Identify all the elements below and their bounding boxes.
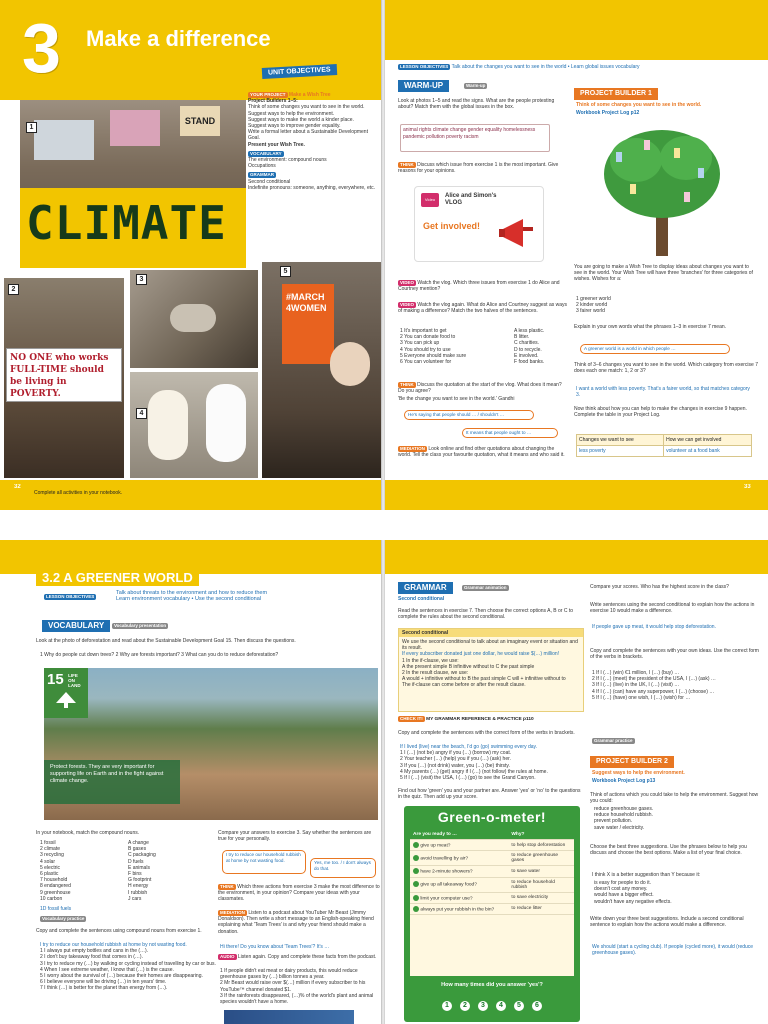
quiz-header: Why? bbox=[508, 830, 574, 840]
exercise-9: Think of 3–6 changes you want to see in the world. Which category from exercise 7 does each one match: 1, 2 or 3? bbox=[574, 362, 758, 375]
your-project-badge: YOUR PROJECT bbox=[250, 92, 286, 97]
sentence-half: C charities. bbox=[514, 340, 540, 347]
quiz-score-row bbox=[404, 994, 580, 1013]
compound-word: C packaging bbox=[128, 852, 156, 859]
quiz-question: give up meat? bbox=[420, 843, 451, 849]
exercise-8: Explain in your own words what the phrases 1–3 in exercise 7 mean. bbox=[574, 324, 727, 330]
table-header: How we can get involved bbox=[664, 435, 752, 446]
photo-number-1: 1 bbox=[26, 122, 37, 133]
quiz-row[interactable] bbox=[410, 877, 574, 892]
project-builder-2-label: PROJECT BUILDER 2 bbox=[590, 756, 674, 768]
solar-panels-image bbox=[224, 1010, 354, 1024]
protest-sign bbox=[110, 110, 160, 146]
page-gap bbox=[0, 510, 768, 540]
exercise-2 bbox=[398, 162, 568, 176]
compound-word: H energy bbox=[128, 883, 149, 890]
exercise-2-text: Discuss which issue from exercise 1 is the most important. Give reasons for your opinions. bbox=[398, 162, 559, 175]
exercise-10: Find out how 'green' you and your partner are. Answer 'yes' or 'no' to the questions in the quiz. Then add up your score. bbox=[398, 788, 581, 801]
unit-number: 3 bbox=[22, 9, 61, 87]
quiz-question: avoid travelling by air? bbox=[420, 856, 469, 862]
section-title: A GREENER WORLD bbox=[63, 570, 193, 585]
sentence-half: 3 You can pick up bbox=[400, 340, 440, 347]
quiz-question: limit your computer use? bbox=[420, 895, 473, 901]
quiz-question: give up all takeaway food? bbox=[420, 882, 477, 888]
photo-climate-protest bbox=[20, 100, 246, 268]
objective-item: Write a formal letter about a Sustainable Development Goal. bbox=[248, 129, 368, 142]
exercise-3-items bbox=[40, 942, 216, 1024]
tree-icon bbox=[52, 691, 80, 709]
exercise-14: Think of actions which you could take to help the environment. Suggest how you could: bbox=[590, 792, 759, 805]
sentence-item: 3 If you (…) (not drink) water, you (…) (be) thirsty. bbox=[400, 762, 510, 769]
exercise-6-example: Hi there! Do you know about 'Team Trees'? It's … bbox=[220, 944, 330, 950]
video-icon: Video bbox=[421, 193, 439, 207]
vlog-subtitle: Get involved! bbox=[423, 221, 481, 231]
rule-item: The if-clause can come before or after the result clause. bbox=[402, 682, 526, 689]
exercise-6 bbox=[398, 446, 568, 472]
exercise-3 bbox=[398, 280, 568, 294]
quiz-header: Are you ready to … bbox=[410, 830, 508, 840]
warmup-label: WARM-UP bbox=[398, 80, 449, 92]
rule-title: Second conditional bbox=[399, 629, 583, 637]
quiz-title: Green-o-meter! bbox=[437, 809, 547, 825]
protest-sign bbox=[34, 120, 94, 160]
vocab-item: The environment: compound nouns bbox=[248, 157, 327, 164]
score-option[interactable]: 2 bbox=[458, 999, 472, 1013]
sentence-item: 5 If I (…) (visit) the USA, I (…) (go) to see the Grand Canyon. bbox=[400, 775, 536, 782]
climate-word: CLIMATE bbox=[26, 196, 227, 250]
compound-word: E animals bbox=[128, 864, 150, 871]
vlog-title: Alice and Simon's VLOG bbox=[445, 193, 497, 206]
project-name: Make a Wish Tree bbox=[288, 92, 331, 98]
exercise-7: You are going to make a Wish Tree to display ideas about changes you want to see in the world. Your Wish Tree will have three 'branches' for three categories of wishes. Wishes for a: bbox=[574, 264, 753, 283]
leaf-icon bbox=[413, 855, 419, 861]
compound-word: F bins bbox=[128, 871, 142, 878]
grammar-practice-badge[interactable]: Grammar practice bbox=[594, 738, 633, 743]
book-fold bbox=[381, 540, 385, 1024]
sentence-half: D to recycle. bbox=[514, 346, 542, 353]
exercise-6-text: Look online and find other quotations about changing the world. Tell the class your favourite quotation, what it means and who said it. bbox=[398, 446, 565, 459]
fact-item: 1 If people didn't eat meat or dairy products, this would reduce greenhouse gases by (…) billion tonnes a year. bbox=[220, 968, 358, 981]
exercise-16: Write down your three best suggestions. Include a second conditional sentence to explain how the actions would make a difference. bbox=[590, 916, 744, 929]
photo-poverty-protest bbox=[4, 278, 124, 478]
quiz-row[interactable] bbox=[410, 851, 574, 866]
footer-bar bbox=[384, 480, 768, 510]
quiz-row[interactable] bbox=[410, 892, 574, 903]
exercise-13: Copy and complete the sentences with your own ideas. Use the correct form of the verbs in brackets. bbox=[590, 648, 759, 661]
sentence-half: 6 You can volunteer for bbox=[400, 359, 452, 366]
speech-bubble: He's saying that people should … / shouldn't … bbox=[404, 410, 534, 420]
exercise-4: Compare your answers to exercise 3. Say whether the sentences are true for your personally. bbox=[218, 830, 372, 843]
megaphone-icon bbox=[499, 217, 539, 251]
photo-gender-equality bbox=[262, 262, 382, 478]
score-option[interactable]: 6 bbox=[530, 999, 544, 1013]
warmup-badge: Warm-up bbox=[466, 83, 486, 88]
vocabulary-label: VOCABULARY bbox=[250, 150, 282, 156]
exercise-7-text: Listen again. Copy and complete these facts from the podcast. bbox=[237, 954, 377, 960]
compound-word: 1 fossil bbox=[40, 840, 56, 846]
protester bbox=[330, 342, 370, 386]
photo-racism-protest bbox=[130, 270, 258, 368]
project-builder-2-text: Suggest ways to help the environment. bbox=[592, 770, 685, 776]
spread-unit-3-opener bbox=[0, 0, 768, 510]
compound-word: 3 recycling bbox=[40, 852, 64, 859]
grammar-item: Second conditional bbox=[248, 178, 291, 185]
leaf-icon bbox=[413, 842, 419, 848]
exercise-5-text: Discuss the quotation at the start of the vlog. What does it mean? Do you agree? bbox=[398, 382, 562, 395]
exercise-8: Read the sentences in exercise 7. Then choose the correct options A, B or C to complete the rules about the second conditional. bbox=[398, 608, 574, 621]
sign-stand: STAND bbox=[180, 106, 220, 136]
photo-number-4: 4 bbox=[136, 408, 147, 419]
quiz-reason: to reduce household rubbish bbox=[508, 877, 574, 892]
video-badge: VIDEO bbox=[400, 280, 415, 285]
top-band bbox=[384, 540, 768, 574]
objective-item: Think of some changes you want to see in the world. bbox=[248, 104, 365, 111]
exercise-6 bbox=[218, 910, 380, 944]
table-cell: volunteer at a food bank bbox=[664, 446, 752, 457]
exercise-3: Copy and complete the sentences using compound nouns from exercise 1. bbox=[36, 928, 202, 934]
speech-bubble: It means that people ought to … bbox=[462, 428, 558, 438]
sdg-label: LIFE ON LAND bbox=[68, 673, 81, 688]
leaf-icon bbox=[413, 906, 419, 912]
sentence-item: 6 I believe everyone will be driving (…) in ten years' time. bbox=[40, 979, 167, 986]
exercise-9-example: I want a world with less poverty. That's a fairer world, so that matches category 3. bbox=[576, 386, 750, 399]
compound-word: 4 solar bbox=[40, 858, 56, 865]
fact-item: 2 Mr Beast would raise over $(…) million if every subscriber to his YouTube™ channel donated $1. bbox=[220, 980, 366, 993]
book-fold bbox=[381, 0, 385, 510]
photo-number-5: 5 bbox=[280, 266, 291, 277]
objective-item: Talk about threats to the environment and how to reduce them bbox=[116, 590, 268, 596]
green-o-meter-quiz bbox=[404, 806, 580, 1022]
sentence-item: 5 I worry about the survival of (…) because their homes are disappearing. bbox=[40, 973, 203, 980]
project-builder-1-text: Think of some changes you want to see in the world. bbox=[576, 102, 702, 108]
sentence-half: F food banks. bbox=[514, 359, 545, 366]
quiz-reason: to save electricity bbox=[508, 892, 574, 903]
exercise-15: Choose the best three suggestions. Use the phrases below to help you discuss and choose the best options. Make a list of your final choice. bbox=[590, 844, 747, 857]
grammar-reference-link: MY GRAMMAR REFERENCE & PRACTICE p110 bbox=[426, 717, 534, 722]
quiz-table bbox=[410, 830, 574, 915]
quiz-row[interactable] bbox=[410, 903, 574, 914]
lesson-objectives-text: Talk about the changes you want to see in the world • Learn global issues vocabulary bbox=[451, 64, 640, 70]
wish-category: 3 fairer world bbox=[576, 308, 605, 315]
sign-poverty: NO ONE who works FULL-TIME should be living in POVERTY. bbox=[6, 348, 122, 402]
vlog-card[interactable] bbox=[414, 186, 544, 262]
page-number: 32 bbox=[14, 484, 21, 490]
exercise-1: Look at photos 1–5 and read the signs. What are the people protesting about? Match them with the global issues in the box. bbox=[398, 98, 555, 111]
exercise-13-items bbox=[592, 670, 760, 728]
issues-word-box: animal rights climate change gender equality homelessness pandemic pollution poverty racism bbox=[400, 124, 550, 152]
leaf-icon bbox=[413, 868, 419, 874]
page-33 bbox=[384, 0, 768, 510]
sentence-item: 1 I (…) (not be) angry if you (…) (borrow) my coat. bbox=[400, 750, 512, 757]
exercise-5-text: Which three actions from exercise 3 make the most difference to the environment, in your opinion? Compare your ideas with your classmates. bbox=[218, 884, 380, 903]
section-number: 3.2 bbox=[42, 570, 61, 585]
unit-title: Make a difference bbox=[86, 26, 271, 51]
exercise-11: Compare your scores. Who has the highest score in the class? bbox=[590, 584, 729, 590]
exercise-7 bbox=[218, 954, 380, 966]
compound-word: 6 plastic bbox=[40, 871, 59, 878]
deforestation-photo bbox=[44, 668, 378, 820]
table-header: Changes we want to see bbox=[577, 435, 664, 446]
grammar-subtitle: Second conditional bbox=[398, 596, 445, 602]
quiz-row[interactable] bbox=[410, 866, 574, 877]
unit-objectives-panel bbox=[248, 92, 378, 272]
check-it-badge: CHECK IT! bbox=[400, 716, 423, 721]
lesson-objectives-label: LESSON OBJECTIVES bbox=[400, 64, 449, 69]
grammar-reference-row[interactable] bbox=[398, 716, 584, 724]
sentence-half: 5 Everyone should make sure bbox=[400, 352, 467, 359]
score-option[interactable]: 4 bbox=[494, 999, 508, 1013]
rule-options: A would + infinitive without to B the past simple C will + infinitive without to bbox=[402, 676, 566, 683]
exercise-4-left bbox=[400, 328, 510, 368]
grammar-rule-box bbox=[398, 628, 584, 712]
present-text: Present your Wish Tree. bbox=[248, 141, 305, 148]
bullet-item: reduce household rubbish. bbox=[594, 812, 653, 819]
bullet-item: save water / electricity. bbox=[594, 824, 645, 831]
compound-word: G footprint bbox=[128, 877, 152, 884]
lesson-objectives-label: LESSON OBJECTIVES bbox=[46, 594, 95, 599]
sentence-half: 1 It's important to get bbox=[400, 328, 447, 334]
sentence-item: 3 If I (…) (live) in the UK, I (…) (visit) … bbox=[592, 682, 680, 689]
exercise-4-right bbox=[514, 328, 574, 368]
score-option[interactable]: 5 bbox=[512, 999, 526, 1013]
top-band bbox=[0, 540, 382, 574]
example-sentence: I try to reduce our household rubbish at home by not wasting food. bbox=[40, 942, 187, 948]
compound-word: 2 climate bbox=[40, 846, 61, 853]
sdg-15-badge bbox=[44, 668, 88, 718]
workbook-link[interactable]: Workbook Project Log p12 bbox=[576, 110, 640, 116]
quiz-table-wrap bbox=[410, 830, 574, 976]
vocab-presentation-badge[interactable]: Vocabulary presentation bbox=[114, 623, 167, 628]
unit-objectives-label: UNIT OBJECTIVES bbox=[262, 64, 337, 79]
mediation-badge: MEDIATION bbox=[220, 910, 245, 915]
sentence-item: 2 Your teacher (…) (help) you if you (…) (ask) her. bbox=[400, 756, 511, 763]
lesson-title bbox=[36, 570, 199, 586]
exercise-12-example: If people gave up meat, it would help stop deforestation. bbox=[592, 624, 716, 630]
photo-animal-rights bbox=[130, 372, 258, 478]
exercise-7-items bbox=[220, 968, 380, 1010]
vocab-practice-badge[interactable]: Vocabulary practice bbox=[42, 916, 85, 921]
vocabulary-label: VOCABULARY bbox=[42, 620, 110, 632]
objective-item: Suggest ways to help the environment. bbox=[248, 110, 335, 117]
sentence-item: 1 I always put empty bottles and cans in the (…). bbox=[40, 948, 149, 955]
exercise-6-text: Listen to a podcast about YouTuber Mr Beast (Jimmy Donaldson). Then write a short message to an English-speaking friend explaining what 'Team Trees' is and why your friend should make a donation. bbox=[218, 910, 374, 935]
exercise-10: Now think about how you can help to make the changes in exercise 9 happen. Complete the table in your Project Log. bbox=[574, 406, 747, 419]
sentence-item: 2 If I (…) (meet) the president of the USA, I (…) (ask) … bbox=[592, 676, 716, 683]
exercise-15-items bbox=[594, 880, 760, 906]
bullet-item: is easy for people to do it. bbox=[594, 880, 651, 886]
compound-word: D fuels bbox=[128, 858, 144, 865]
compound-word: 5 electric bbox=[40, 864, 61, 871]
rule-body bbox=[399, 637, 585, 691]
grammar-label: GRAMMAR bbox=[250, 172, 274, 178]
bullet-item: prevent pollution. bbox=[594, 818, 633, 825]
exercise-2: In your notebook, match the compound nouns. bbox=[36, 830, 140, 836]
changes-table bbox=[576, 434, 752, 457]
lesson-objectives-row bbox=[398, 62, 768, 72]
speech-bubble: I try to reduce our household rubbish at home by not wasting food. bbox=[222, 850, 306, 874]
exercise-4-text: Watch the vlog again. What do Alice and Courtney suggest as ways of making a difference? Match the two halves of the sentences. bbox=[398, 302, 568, 315]
exercise-4 bbox=[398, 302, 568, 322]
grammar-label: GRAMMAR bbox=[398, 582, 453, 594]
top-band bbox=[384, 0, 768, 60]
exercise-15-intro: I think X is a better suggestion than Y because it: bbox=[592, 872, 701, 878]
sentence-item: 3 I try to reduce my (…) by walking or cycling instead of travelling by car or bus. bbox=[40, 960, 216, 967]
exercise-9-items bbox=[400, 744, 584, 784]
quiz-reason: to reduce greenhouse gases bbox=[508, 851, 574, 866]
sentence-item: 4 If I (…) (can) have any superpower, I (…) (choose) … bbox=[592, 688, 715, 695]
objective-item: Suggest ways to make the world a kinder place. bbox=[248, 116, 354, 123]
sentence-half: E involved. bbox=[514, 352, 539, 359]
sentence-item: 5 If I (…) (have) one wish, I (…) (wish) for … bbox=[592, 694, 691, 701]
fact-item: 3 If the rainforests disappeared, (…)% of the world's plant and animal species wouldn't have a home. bbox=[220, 992, 374, 1006]
exercise-2-answer: 1D fossil fuels bbox=[40, 906, 72, 912]
footer-note: Complete all activities in your notebook. bbox=[34, 490, 123, 496]
costume-fox bbox=[148, 390, 188, 460]
megaphone bbox=[170, 304, 216, 332]
photo-caption: Protect forests. They are very important for supporting life on Earth and in the fight against climate change. bbox=[44, 760, 180, 804]
score-option[interactable]: 3 bbox=[476, 999, 490, 1013]
objective-item: Suggest ways to improve gender equality. bbox=[248, 123, 341, 130]
exercise-2-right bbox=[128, 840, 208, 904]
quiz-question: always put your rubbish in the bin? bbox=[420, 907, 495, 913]
costume-rabbit bbox=[206, 384, 246, 462]
rule-item: 2 In the result clause, we use: bbox=[402, 670, 469, 677]
leaf-icon bbox=[413, 895, 419, 901]
exercise-9: Copy and complete the sentences with the correct form of the verbs in brackets. bbox=[398, 730, 575, 736]
page-lesson-3-2-left bbox=[0, 540, 382, 1024]
think-badge: THINK bbox=[400, 162, 414, 167]
compound-word: 10 carbon bbox=[40, 895, 63, 902]
objective-item: Learn environment vocabulary • Use the second conditional bbox=[116, 596, 262, 603]
example-sentence: If I lived (live) near the beach, I'd go (go) swimming every day. bbox=[400, 744, 538, 750]
rule-item: 1 In the if-clause, we use: bbox=[402, 657, 459, 664]
bullet-item: reduce greenhouse gases. bbox=[594, 806, 654, 812]
score-option[interactable]: 1 bbox=[440, 999, 454, 1013]
project-builder-1-label: PROJECT BUILDER 1 bbox=[574, 88, 658, 100]
video-badge: VIDEO bbox=[400, 302, 415, 307]
exercise-1: Look at the photo of deforestation and read about the Sustainable Development Goal 15. Then discuss the questions. bbox=[36, 638, 296, 644]
lesson-objectives-text bbox=[116, 590, 376, 606]
example-bubble: A greener world is a world in which people … bbox=[580, 344, 730, 354]
grammar-item: Indefinite pronouns: someone, anything, everywhere, etc. bbox=[248, 184, 376, 191]
quiz-row[interactable] bbox=[410, 840, 574, 851]
photo-number-3: 3 bbox=[136, 274, 147, 285]
vocab-item: Occupations bbox=[248, 163, 276, 170]
table-cell: less poverty bbox=[577, 446, 664, 457]
grammar-animation-badge[interactable]: Grammar animation bbox=[464, 585, 507, 590]
sentence-half: B litter. bbox=[514, 334, 530, 341]
sdg-number: 15 bbox=[47, 671, 64, 688]
page-number: 33 bbox=[744, 484, 751, 490]
wish-category: 2 kinder world bbox=[576, 302, 608, 309]
rule-example: If every subscriber donated just one dollar, he would raise $(…) million! bbox=[402, 651, 560, 658]
think-badge: THINK bbox=[220, 884, 234, 889]
exercise-14-items bbox=[594, 806, 760, 832]
sentence-half: 2 You can donate food to bbox=[400, 334, 456, 341]
spread-lesson-3-2 bbox=[0, 540, 768, 1024]
exercise-3-text: Watch the vlog. Which three issues from exercise 1 do Alice and Courtney mention? bbox=[398, 280, 560, 293]
compound-word: 8 endangered bbox=[40, 883, 71, 890]
wish-tree-illustration bbox=[596, 122, 726, 260]
compound-word: 7 household bbox=[40, 877, 68, 884]
quiz-reason: to save water bbox=[508, 866, 574, 877]
compound-word: A change bbox=[128, 840, 149, 846]
compound-word: B gases bbox=[128, 846, 147, 853]
bullet-item: wouldn't have any negative effects. bbox=[594, 898, 672, 905]
bullet-item: doesn't cost any money. bbox=[594, 886, 648, 893]
think-badge: THINK bbox=[400, 382, 414, 387]
quiz-reason: to help stop deforestation bbox=[508, 840, 574, 851]
wish-category: 1 greener world bbox=[576, 296, 611, 302]
workbook-link[interactable]: Workbook Project Log p13 bbox=[592, 778, 656, 784]
exercise-16-example: We should (start a cycling club). If people (cycled more), it would (reduce greenhouse gases). bbox=[592, 944, 754, 957]
sign-march4women: #MARCH 4WOMEN bbox=[282, 284, 334, 364]
page-lesson-3-2-right bbox=[384, 540, 768, 1024]
quiz-score-question: How many times did you answer 'yes'? bbox=[441, 982, 543, 988]
exercise-2-left bbox=[40, 840, 120, 904]
sentence-item: 7 I think (…) is better for the planet than energy from (…). bbox=[40, 985, 168, 992]
quiz-reason: to reduce litter bbox=[508, 903, 574, 914]
photo-number-2: 2 bbox=[8, 284, 19, 295]
leaf-icon bbox=[413, 881, 419, 887]
gandhi-quote: 'Be the change you want to see in the world.' Gandhi bbox=[398, 396, 515, 402]
sentence-half: A less plastic. bbox=[514, 328, 545, 334]
project-builders: Project Builders 1–5: bbox=[248, 98, 298, 105]
sentence-item: 2 I don't buy takeaway food that comes in (…). bbox=[40, 954, 143, 961]
quiz-question: have 2-minute showers? bbox=[420, 869, 473, 875]
exercise-12: Write sentences using the second conditional to explain how the actions in exercise 10 would make a difference. bbox=[590, 602, 755, 615]
audio-badge: AUDIO bbox=[220, 954, 235, 959]
sentence-half: 4 You should try to use bbox=[400, 346, 451, 353]
exercise-5 bbox=[398, 382, 568, 396]
exercise-5 bbox=[218, 884, 380, 906]
compound-word: 9 greenhouse bbox=[40, 889, 71, 896]
sentence-item: 4 When I see extreme weather, I know that (…) is the cause. bbox=[40, 966, 174, 973]
rule-options: A the present simple B infinitive without to C the past simple bbox=[402, 663, 535, 670]
sentence-item: 1 If I (…) (win) €1 million, I (…) (buy) … bbox=[592, 670, 680, 676]
speech-bubble: Yes, me too. / I don't always do that. bbox=[310, 858, 376, 878]
rule-text: We use the second conditional to talk about an imaginary event or situation and its result. bbox=[402, 639, 578, 652]
exercise-1-questions: 1 Why do people cut down trees? 2 Why are forests important? 3 What can you do to reduce deforestation? bbox=[40, 652, 279, 658]
page-32 bbox=[0, 0, 382, 510]
bullet-item: would have a bigger effect. bbox=[594, 892, 654, 899]
sentence-item: 4 My parents (…) (get) angry if I (…) (not follow) the rules at home. bbox=[400, 768, 548, 775]
compound-word: I rubbish bbox=[128, 889, 148, 896]
mediation-badge: MEDIATION bbox=[400, 446, 425, 451]
exercise-7-list bbox=[576, 296, 696, 316]
compound-word: J cars bbox=[128, 895, 142, 902]
